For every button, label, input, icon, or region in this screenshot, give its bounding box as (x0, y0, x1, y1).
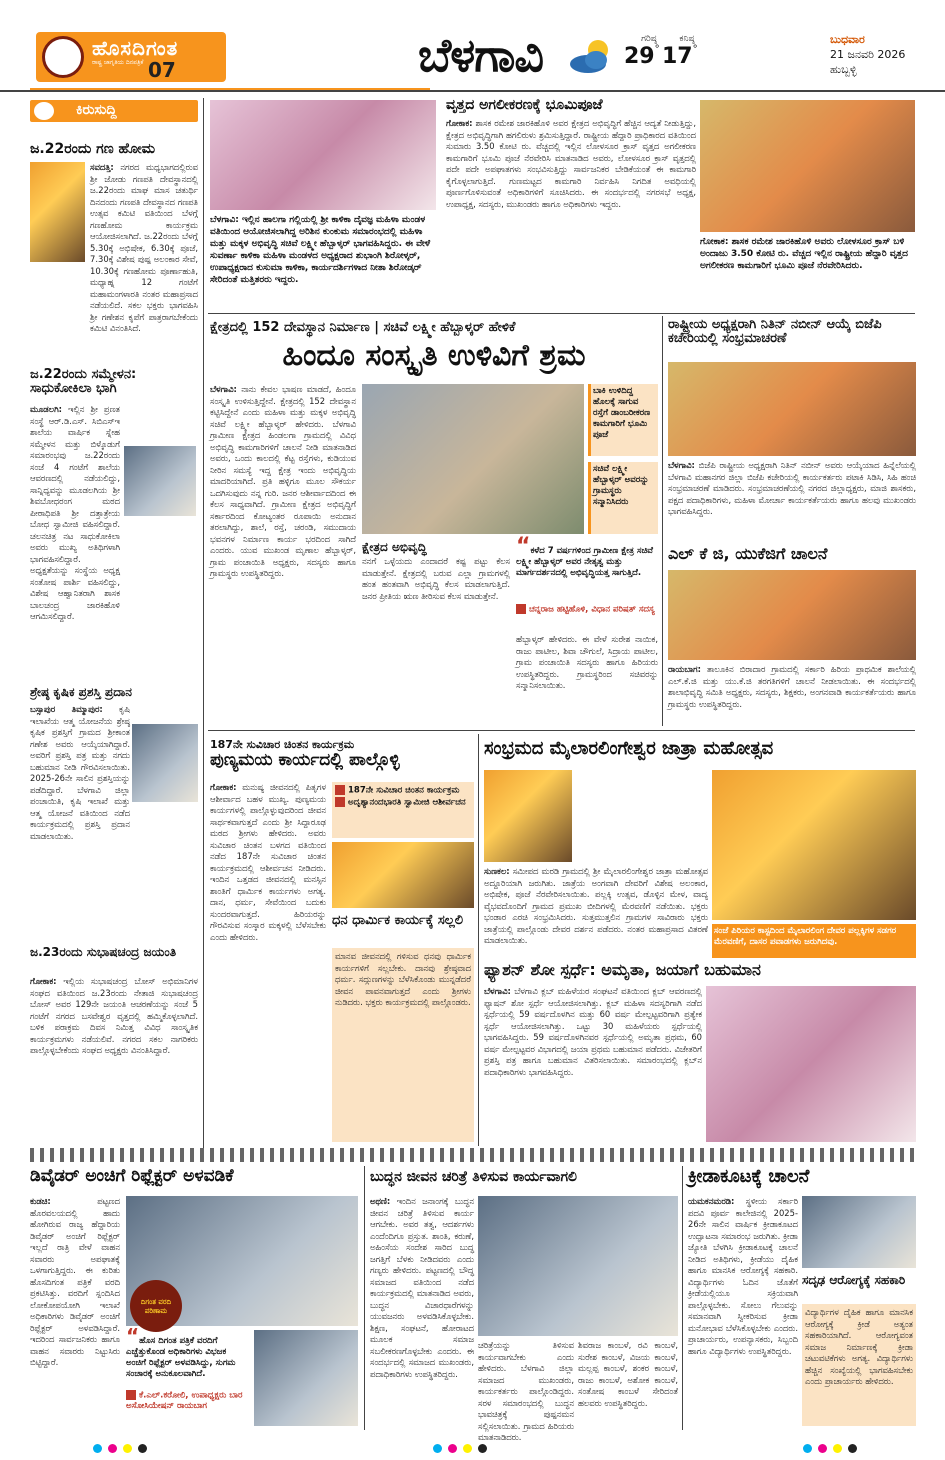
road-photo (700, 100, 915, 232)
kirusuddi-banner (30, 100, 198, 122)
paalgolli-headline: ಪುಣ್ಯಮಯ ಕಾರ್ಯದಲ್ಲಿ ಪಾಲ್ಗೊಳ್ಳಿ (210, 750, 400, 770)
impact-stamp: ದಿಗಂತ ವರದಿ ಪರಿಣಾಮ (130, 1280, 182, 1332)
sports-headline: ಕ್ರೀಡಾಕೂಟಕ್ಕೆ ಚಾಲನೆ (688, 1166, 810, 1187)
sports-box-text: ವಿದ್ಯಾರ್ಥಿಗಳ ದೈಹಿಕ ಹಾಗೂ ಮಾನಸಿಕ ಆರೋಗ್ಯಕ್ಕೆ ಕ್ರೀಡೆ ಅತ್ಯಂತ ಸಹಕಾರಿಯಾಗಿದೆ. ಆರೋಗ್ಯವಂತ ಸಮಾಜ ನಿರ್ಮಾಣಕ್ಕೆ ಕ್ರೀಡಾ ಚಟುವಟಿಕೆಗಳು ಅಗತ್ಯ. ವಿದ್ಯಾರ್ಥಿಗಳು ಹೆಚ್ಚಿನ ಸಂಖ್ಯೆಯಲ್ಲಿ ಭಾಗವಹಿಸಬೇಕು ಎಂದು ಪ್ರಾಚಾರ್ಯರು ಹೇಳಿದರು. (802, 1304, 916, 1426)
buddha-headline: ಬುದ್ಧನ ಜೀವನ ಚರಿತ್ರೆ ತಿಳಿಸುವ ಕಾರ್ಯವಾಗಲಿ (370, 1169, 577, 1185)
brief-4-dateline: ಗೋಕಾಕ: (30, 976, 57, 986)
main-col3: ಹೆಬ್ಬಾಳ್ಕರ್ ಹೇಳಿದರು. ಈ ವೇಳೆ ಸುರೇಶ ನಾಯಿಕ, ರಾಜು ಪಾಟೀಲ, ಶಿವಾ ಚೌಗುಲೆ, ಸಿದ್ರಾಯ ಪಾಟೀಲ, ಗ್ರಾಮ ಪಂಚಾಯಿತಿ ಸದಸ್ಯರು ಹಾಗೂ ಹಿರಿಯರು ಉಪಸ್ಥಿತರಿದ್ದರು. ಗ್ರಾಮಸ್ಥರಿಂದ ಸಚಿವರನ್ನು ಸನ್ಮಾನಿಸಲಾಯಿತು. (516, 634, 658, 690)
lkg-photo (668, 570, 916, 660)
square-bullet-icon (516, 604, 526, 614)
section-rule (208, 730, 915, 731)
road-headline: ವೃತ್ತದ ಅಗಲೀಕರಣಕ್ಕೆ ಭೂಮಿಪೂಜೆ (446, 97, 603, 113)
fashion-body: ಬೆಳಗಾವಿ ಕ್ಲಬ್ ಮಹಿಳೆಯರ ಸಂಘಟನೆ ವತಿಯಿಂದ ಕ್ಲಬ್ ಆವರಣದಲ್ಲಿ ಫ್ಯಾಷನ್ ಶೋ ಸ್ಪರ್ಧೆ ಆಯೋಜಿಸಲಾಗಿತ್ತು. ಕ್ಲಬ್ ಮಹಿಳಾ ಸದಸ್ಯರಿಗಾಗಿ ನಡೆದ ಸ್ಪರ್ಧೆಯಲ್ಲಿ 59 ವರ್ಷದೊಳಗಿನ ಮತ್ತು 60 ವರ್ಷ ಮೇಲ್ಪಟ್ಟವರಿಗಾಗಿ ಪ್ರತ್ಯೇಕ ಸ್ಪರ್ಧೆ ಆಯೋಜಿಸಲಾಗಿತ್ತು. ಒಟ್ಟು 30 ಮಹಿಳೆಯರು ಸ್ಪರ್ಧೆಯಲ್ಲಿ ಭಾಗವಹಿಸಿದ್ದರು. 59 ವರ್ಷದೊಳಗಿನವರ ಸ್ಪರ್ಧೆಯಲ್ಲಿ ಅಮೃತಾ ಪ್ರಥಮ, 60 ವರ್ಷ ಮೇಲ್ಪಟ್ಟವರ ವಿಭಾಗದಲ್ಲಿ ಜಯಾ ಪ್ರಥಮ ಬಹುಮಾನ ಪಡೆದರು. ವಿಜೇತರಿಗೆ ಪ್ರಶಸ್ತಿ ಪತ್ರ ಹಾಗೂ ಬಹುಮಾನ ವಿತರಿಸಲಾಯಿತು. ಸಮಾರಂಭದಲ್ಲಿ ಕ್ಲಬ್‌ನ ಪದಾಧಿಕಾರಿಗಳು ಭಾಗವಹಿಸಿದ್ದರು. (484, 986, 702, 1077)
degree-symbol: ° (692, 44, 698, 55)
bjp-dateline: ಬೆಳಗಾವಿ: (668, 460, 695, 470)
brief-2-text (30, 404, 120, 621)
divider-note (126, 1324, 248, 1386)
divider-text (30, 1196, 120, 1426)
main-quote-author: ಚನ್ನರಾಜ ಹಟ್ಟಿಹೊಳಿ, ವಿಧಾನ ಪರಿಷತ್ ಸದಸ್ಯ (529, 604, 655, 615)
weekday: ಬುಧವಾರ (830, 33, 865, 46)
brief-3-headline: ಶ್ರೇಷ್ಠ ಕೃಷಿಕ ಪ್ರಶಸ್ತಿ ಪ್ರದಾನ (30, 685, 132, 699)
column-rule (364, 1166, 365, 1430)
brief-1-text (90, 162, 198, 333)
bjp-photo (668, 362, 916, 456)
paalgolli-photo (332, 842, 474, 908)
main-headline: ಹಿಂದೂ ಸಂಸ್ಕೃತಿ ಉಳಿವಿಗೆ ಶ್ರಮ (282, 338, 586, 373)
divider-body: ಪಟ್ಟಣದ ಹೊರವಲಯದಲ್ಲಿ ಹಾದು ಹೋಗಿರುವ ರಾಜ್ಯ ಹೆದ್ದಾರಿಯ ಡಿವೈಡರ್ ಅಂಚಿಗೆ ರಿಫ್ಲೆಕ್ಟರ್ ಇಲ್ಲದೆ ರಾತ್ರಿ ವೇಳೆ ವಾಹನ ಸವಾರರು ಅಪಘಾತಕ್ಕೆ ಒಳಗಾಗುತ್ತಿದ್ದರು. ಈ ಕುರಿತು ಹೊಸದಿಗಂತ ಪತ್ರಿಕೆ ವರದಿ ಪ್ರಕಟಿಸಿತ್ತು. ವರದಿಗೆ ಸ್ಪಂದಿಸಿದ ಲೋಕೋಪಯೋಗಿ ಇಲಾಖೆ ಅಧಿಕಾರಿಗಳು ಡಿವೈಡರ್ ಅಂಚಿಗೆ ರಿಫ್ಲೆಕ್ಟರ್ ಅಳವಡಿಸಿದ್ದಾರೆ. ಇದರಿಂದ ಸಾರ್ವಜನಿಕರು ಹಾಗೂ ವಾಹನ ಸವಾರರು ನಿಟ್ಟುಸಿರು ಬಿಟ್ಟಿದ್ದಾರೆ. (30, 1196, 120, 1367)
divider-note-by (126, 1390, 248, 1411)
lkg-text (668, 664, 916, 724)
column-rule (203, 98, 204, 1148)
brief-3-body: ಕೃಷಿ ಇಲಾಖೆಯ ಆತ್ಮ ಯೋಜನೆಯ ಶ್ರೇಷ್ಠ ಕೃಷಿಕ ಪ್ರಶಸ್ತಿಗೆ ಗ್ರಾಮದ ಶ್ರೀಕಾಂತ ಗಣೇಶ ಅವರು ಆಯ್ಕೆಯಾಗಿದ್ದಾರೆ. ಅವರಿಗೆ ಪ್ರಶಸ್ತಿ ಪತ್ರ ಮತ್ತು ನಗದು ಬಹುಮಾನ ನೀಡಿ ಗೌರವಿಸಲಾಯಿತು. 2025-26ನೇ ಸಾಲಿನ ಪ್ರಶಸ್ತಿಯನ್ನು ಪಡೆದಿದ್ದಾರೆ. ಬೆಳಗಾವಿ ಜಿಲ್ಲಾ ಪಂಚಾಯಿತಿ, ಕೃಷಿ ಇಲಾಖೆ ಮತ್ತು ಆತ್ಮ ಯೋಜನೆ ವತಿಯಿಂದ ನಡೆದ ಕಾರ್ಯಕ್ರಮದಲ್ಲಿ ಪ್ರಶಸ್ತಿ ಪ್ರದಾನ ಮಾಡಲಾಯಿತು. (30, 704, 130, 841)
paalgolli-point-2-text: ಅದೃಶ್ಯಾನಂದಭಾರತಿ ಸ್ವಾಮೀಜಿ ಆಶೀರ್ವಚನ (348, 797, 466, 807)
paalgolli-side-text: ಮಾನವ ಜೀವನದಲ್ಲಿ ಗಳಿಸುವ ಧನವು ಧಾರ್ಮಿಕ ಕಾರ್ಯಗಳಿಗೆ ಸಲ್ಲಬೇಕು. ದಾನವು ಶ್ರೇಷ್ಠವಾದ ಧರ್ಮ. ಸದ್ಗುಣಗಳನ್ನು ಬೆಳೆಸಿಕೊಂಡು ಮುನ್ನಡೆದರೆ ಜೀವನ ಪಾವನವಾಗುತ್ತದೆ ಎಂದು ಶ್ರೀಗಳು ನುಡಿದರು. ಭಕ್ತರು ಕಾರ್ಯಕ್ರಮದಲ್ಲಿ ಪಾಲ್ಗೊಂಡರು. (332, 948, 474, 1142)
sports-box-headline: ಸದೃಢ ಆರೋಗ್ಯಕ್ಕೆ ಸಹಕಾರಿ (802, 1273, 906, 1287)
sports-body: ಸ್ಥಳೀಯ ಸರ್ಕಾರಿ ಪದವಿ ಪೂರ್ವ ಕಾಲೇಜಿನಲ್ಲಿ 2025-26ನೇ ಸಾಲಿನ ವಾರ್ಷಿಕ ಕ್ರೀಡಾಕೂಟದ ಉದ್ಘಾಟನಾ ಸಮಾರಂಭ ಜರುಗಿತು. ಕ್ರೀಡಾ ಜ್ಯೋತಿ ಬೆಳಗಿಸಿ ಕ್ರೀಡಾಕೂಟಕ್ಕೆ ಚಾಲನೆ ನೀಡಿದ ಅತಿಥಿಗಳು, ಕ್ರೀಡೆಯು ದೈಹಿಕ ಹಾಗೂ ಮಾನಸಿಕ ಆರೋಗ್ಯಕ್ಕೆ ಸಹಕಾರಿ. ವಿದ್ಯಾರ್ಥಿಗಳು ಓದಿನ ಜೊತೆಗೆ ಕ್ರೀಡೆಯಲ್ಲಿಯೂ ಸಕ್ರಿಯವಾಗಿ ಪಾಲ್ಗೊಳ್ಳಬೇಕು. ಸೋಲು ಗೆಲುವನ್ನು ಸಮಾನವಾಗಿ ಸ್ವೀಕರಿಸುವ ಕ್ರೀಡಾ ಮನೋಭಾವ ಬೆಳೆಸಿಕೊಳ್ಳಬೇಕು ಎಂದರು. ಪ್ರಾಚಾರ್ಯರು, ಉಪನ್ಯಾಸಕರು, ಸಿಬ್ಬಂದಿ ಹಾಗೂ ವಿದ್ಯಾರ್ಥಿಗಳು ಉಪಸ್ಥಿತರಿದ್ದರು. (688, 1196, 798, 1356)
brief-2-portrait (124, 446, 196, 516)
main-box-2: ಸಚಿವೆ ಲಕ್ಷ್ಮೀ ಹೆಬ್ಬಾಳ್ಕರ್ ಅವರನ್ನು ಗ್ರಾಮಸ್ಥರು ಸನ್ಮಾನಿಸಿದರು (588, 462, 658, 534)
paalgolli-body: ಮನುಷ್ಯ ಜೀವನದಲ್ಲಿ ಪಿತೃಗಳ ಆಶೀರ್ವಾದ ಬಹಳ ಮುಖ್ಯ. ಪುಣ್ಯಮಯ ಕಾರ್ಯಗಳಲ್ಲಿ ಪಾಲ್ಗೊಳ್ಳುವುದರಿಂದ ಜೀವನ ಸಾರ್ಥಕವಾಗುತ್ತದೆ ಎಂದು ಶ್ರೀ ಸಿದ್ದಾರೂಢ ಮಠದ ಶ್ರೀಗಳು ಹೇಳಿದರು. ಅವರು ಸುವಿಚಾರ ಚಿಂತನ ಬಳಗದ ವತಿಯಿಂದ ನಡೆದ 187ನೇ ಸುವಿಚಾರ ಚಿಂತನ ಕಾರ್ಯಕ್ರಮದಲ್ಲಿ ಆಶೀರ್ವಚನ ನೀಡಿದರು. ಇಂದಿನ ಒತ್ತಡದ ಜೀವನದಲ್ಲಿ ಮನಸ್ಸಿನ ಶಾಂತಿಗೆ ಧಾರ್ಮಿಕ ಕಾರ್ಯಗಳು ಅಗತ್ಯ. ದಾನ, ಧರ್ಮ, ಸೇವೆಯಿಂದ ಬದುಕು ಸುಂದರವಾಗುತ್ತದೆ. ಹಿರಿಯರನ್ನು ಗೌರವಿಸುವ ಸಂಸ್ಕಾರ ಮಕ್ಕಳಲ್ಲಿ ಬೆಳೆಸಬೇಕು ಎಂದು ಹೇಳಿದರು. (210, 782, 326, 942)
paalgolli-side-headline: ಧನ ಧಾರ್ಮಿಕ ಕಾರ್ಯಕ್ಕೆ ಸಲ್ಲಲಿ (332, 913, 464, 928)
brand-tagline: ರಾಷ್ಟ್ರ ಜಾಗೃತಿಯ ದಿನಪತ್ರಿಕೆ (92, 59, 144, 66)
page-number: 07 (148, 58, 176, 82)
brief-2-dateline: ಮೂಡಲಗಿ: (30, 404, 62, 414)
main-quote-text: ಕಳೆದ 7 ವರ್ಷಗಳಿಂದ ಗ್ರಾಮೀಣ ಕ್ಷೇತ್ರ ಸಚಿವೆ ಲಕ್ಷ್ಮೀ ಹೆಬ್ಬಾಳ್ಕರ್ ಅವರ ನೇತೃತ್ವ ಮತ್ತು ಮಾರ್ಗದರ್ಶನದಲ್ಲಿ ಅಭಿವೃದ್ಧಿಯತ್ತ ಸಾಗುತ್ತಿದೆ. (516, 546, 653, 578)
section-rule (208, 313, 915, 314)
paalgolli-kicker: 187ನೇ ಸುವಿಚಾರ ಚಿಂತನ ಕಾರ್ಯಕ್ರಮ (210, 738, 355, 751)
weather-cloud-sun-icon (566, 36, 618, 76)
main-dateline: ಬೆಳಗಾವಿ: (210, 384, 237, 394)
buddha-body: ಇಂದಿನ ಜನಾಂಗಕ್ಕೆ ಬುದ್ಧನ ಜೀವನ ಚರಿತ್ರೆ ತಿಳಿಸುವ ಕಾರ್ಯ ಆಗಬೇಕು. ಅವರ ತತ್ವ, ಆದರ್ಶಗಳು ಎಂದೆಂದಿಗೂ ಪ್ರಸ್ತುತ. ಶಾಂತಿ, ಕರುಣೆ, ಅಹಿಂಸೆಯ ಸಂದೇಶ ಸಾರಿದ ಬುದ್ಧ ಜಗತ್ತಿಗೆ ಬೆಳಕು ನೀಡಿದವರು ಎಂದು ಗಣ್ಯರು ಹೇಳಿದರು. ಪಟ್ಟಣದಲ್ಲಿ ಬೌದ್ಧ ಸಮಾಜದ ವತಿಯಿಂದ ನಡೆದ ಕಾರ್ಯಕ್ರಮದಲ್ಲಿ ಮಾತನಾಡಿದ ಅವರು, ಬುದ್ಧನ ವಿಚಾರಧಾರೆಗಳನ್ನು ಯುವಜನರು ಅಳವಡಿಸಿಕೊಳ್ಳಬೇಕು. ಶಿಕ್ಷಣ, ಸಂಘಟನೆ, ಹೋರಾಟದ ಮೂಲಕ ಸಮಾಜ ಸಬಲೀಕರಣಗೊಳ್ಳಬೇಕು ಎಂದರು. ಈ ಸಂದರ್ಭದಲ್ಲಿ ಸಮಾಜದ ಮುಖಂಡರು, ಪದಾಧಿಕಾರಿಗಳು ಉಪಸ್ಥಿತರಿದ್ದರು. (370, 1196, 474, 1379)
quote-mark-icon: “ (126, 1324, 140, 1348)
divider-headline: ಡಿವೈಡರ್ ಅಂಚಿಗೆ ರಿಫ್ಲೆಕ್ಟರ್ ಅಳವಡಿಕೆ (30, 1166, 234, 1186)
main-quote-by (516, 604, 658, 615)
jatra-headline: ಸಂಭ್ರಮದ ಮೈಲಾರಲಿಂಗೇಶ್ವರ ಜಾತ್ರಾ ಮಹೋತ್ಸವ (484, 738, 774, 759)
divider-note-author: ಕೆ.ಎಲ್.ಕರೋಲಿ, ಉಪಾಧ್ಯಕ್ಷರು ಬಾರ ಅಸೋಸಿಯೇಷನ್ ರಾಯಬಾಗ (126, 1390, 243, 1411)
masthead (0, 0, 945, 92)
lkg-body: ತಾಲೂಕಿನ ಬಿರಾದಾರ ಗ್ರಾಮದಲ್ಲಿ ಸರ್ಕಾರಿ ಹಿರಿಯ ಪ್ರಾಥಮಿಕ ಶಾಲೆಯಲ್ಲಿ ಎಲ್.ಕೆ.ಜಿ ಮತ್ತು ಯು.ಕೆ.ಜಿ ತರಗತಿಗಳಿಗೆ ಚಾಲನೆ ನೀಡಲಾಯಿತು. ಈ ಸಂದರ್ಭದಲ್ಲಿ ಶಾಲಾಭಿವೃದ್ಧಿ ಸಮಿತಿ ಅಧ್ಯಕ್ಷರು, ಸದಸ್ಯರು, ಶಿಕ್ಷಕರು, ಅಂಗನವಾಡಿ ಕಾರ್ಯಕರ್ತೆಯರು ಹಾಗೂ ಗ್ರಾಮಸ್ಥರು ಉಪಸ್ಥಿತರಿದ್ದರು. (668, 664, 916, 709)
city-name: ಬೆಳಗಾವಿ (418, 28, 544, 82)
brief-3-text (30, 704, 130, 841)
jatra-idol-photo (484, 770, 572, 862)
main-quote (516, 534, 658, 602)
road-body: ಶಾಸಕ ರಮೇಶ ಜಾರಕಿಹೊಳಿ ಅವರ ಕ್ಷೇತ್ರದ ಅಭಿವೃದ್ಧಿಗೆ ಹೆಚ್ಚಿನ ಆದ್ಯತೆ ನೀಡುತ್ತಿದ್ದು, ಕ್ಷೇತ್ರದ ಅಭಿವೃದ್ಧಿಗಾಗಿ ಹಗಲಿರುಳು ಶ್ರಮಿಸುತ್ತಿದ್ದಾರೆ. ರಾಷ್ಟ್ರೀಯ ಹೆದ್ದಾರಿ ಪ್ರಾಧಿಕಾರದ ವತಿಯಿಂದ ಸುಮಾರು 3.50 ಕೋಟಿ ರು. ವೆಚ್ಚದಲ್ಲಿ ಇಲ್ಲಿನ ಲೋಳಸೂರ ಕ್ರಾಸ್ ವೃತ್ತದ ಅಗಲೀಕರಣ ಕಾಮಗಾರಿಗೆ ಭೂಮಿ ಪೂಜೆ ನೆರವೇರಿಸಿ ಮಾತನಾಡಿದ ಅವರು, ಲೋಳಸೂರ ಕ್ರಾಸ್ ವೃತ್ತದಲ್ಲಿ ಪದೇ ಪದೇ ಅಪಘಾತಗಳು ಸಂಭವಿಸುತ್ತಿದ್ದು ಸಾರ್ವಜನಿಕರ ಬೇಡಿಕೆಯಂತೆ ಈ ಕಾಮಗಾರಿ ಕೈಗೊಳ್ಳಲಾಗುತ್ತಿದೆ. ಗುಣಮಟ್ಟದ ಕಾಮಗಾರಿ ನಿರ್ವಹಿಸಿ ನಿಗದಿತ ಅವಧಿಯಲ್ಲಿ ಪೂರ್ಣಗೊಳಿಸುವಂತೆ ಅಧಿಕಾರಿಗಳಿಗೆ ಸೂಚಿಸಿದರು. ಈ ಸಂದರ್ಭದಲ್ಲಿ ನಗರಸಭೆ ಅಧ್ಯಕ್ಷ, ಉಪಾಧ್ಯಕ್ಷ, ಸದಸ್ಯರು, ಮುಖಂಡರು ಹಾಗೂ ಅಧಿಕಾರಿಗಳು ಇದ್ದರು. (446, 118, 696, 209)
paalgolli-points (332, 782, 474, 838)
main-text (210, 384, 356, 724)
brand-logo (36, 32, 226, 82)
issue-date: 21 ಜನವರಿ 2026 (830, 48, 906, 61)
main-photo (362, 384, 584, 534)
brief-3-portrait (132, 724, 198, 802)
sports-text (688, 1196, 798, 1426)
registration-dots-right (800, 1438, 860, 1457)
main-kicker: ಕ್ಷೇತ್ರದಲ್ಲಿ 152 ದೇವಸ್ಥಾನ ನಿರ್ಮಾಣ | ಸಚಿವೆ ಲಕ್ಷ್ಮೀ ಹೆಬ್ಬಾಳ್ಕರ್ ಹೇಳಿಕೆ (210, 320, 516, 335)
buddha-dateline: ಅಥಣಿ: (370, 1196, 391, 1206)
paalgolli-point-1-text: 187ನೇ ಸುವಿಚಾರ ಚಿಂತನ ಕಾರ್ಯಕ್ರಮ (348, 785, 460, 796)
fashion-photo (706, 986, 916, 1142)
square-bullet-icon (335, 785, 345, 795)
divider-dateline: ಕುಡಚಿ: (30, 1196, 51, 1206)
road-photo-caption: ಗೋಕಾಕ: ಶಾಸಕ ರಮೇಶ ಜಾರಕಿಹೊಳಿ ಅವರು ಲೋಳಸೂರ ಕ್ರಾಸ್ ಬಳಿ ಅಂದಾಜು 3.50 ಕೋಟಿ ರು. ವೆಚ್ಚದ ಇಲ್ಲಿನ ರಾಷ್ಟ್ರೀಯ ಹೆದ್ದಾರಿ ವೃತ್ತದ ಅಗಲೀಕರಣ ಕಾಮಗಾರಿಗೆ ಭೂಮಿ ಪೂಜೆ ನೆರವೇರಿಸಿದರು. (700, 237, 908, 271)
bjp-text (668, 460, 916, 534)
brief-2-headline: ಜ.22ರಂದು ಸಮ್ಮೇಳನ: ಸಾಧುಕೋಕಿಲಾ ಭಾಗಿ (30, 367, 137, 396)
buddha-col2: ಚರಿತ್ರೆಯನ್ನು ತಿಳಿಸುವ ಕಾರ್ಯವಾಗಬೇಕು ಎಂದು ಹೇಳಿದರು. ಬೆಳಗಾವಿ ಜಿಲ್ಲಾ ಸಮಾಜದ ಮುಖಂಡರು, ಕಾರ್ಯಕರ್ತರು ಪಾಲ್ಗೊಂಡಿದ್ದರು. ಸರಳ ಸಮಾರಂಭದಲ್ಲಿ ಬುದ್ಧನ ಭಾವಚಿತ್ರಕ್ಕೆ ಪುಷ್ಪನಮನ ಸಲ್ಲಿಸಲಾಯಿತು. ಗ್ರಾಮದ ಹಿರಿಯರು ಮಾತನಾಡಿದರು. (478, 1340, 574, 1442)
lkg-dateline: ರಾಯಬಾಗ: (668, 664, 701, 674)
bjp-body: ಬಿಜೆಪಿ ರಾಷ್ಟ್ರೀಯ ಅಧ್ಯಕ್ಷರಾಗಿ ನಿತಿನ್ ನಬೀನ್ ಅವರು ಆಯ್ಕೆಯಾದ ಹಿನ್ನೆಲೆಯಲ್ಲಿ ಬೆಳಗಾವಿ ಮಹಾನಗರ ಜಿಲ್ಲಾ ಬಿಜೆಪಿ ಕಚೇರಿಯಲ್ಲಿ ಕಾರ್ಯಕರ್ತರು ಪಟಾಕಿ ಸಿಡಿಸಿ, ಸಿಹಿ ಹಂಚಿ ಸಂಭ್ರಮಾಚರಣೆ ಮಾಡಿದರು. ಸಂಭ್ರಮಾಚರಣೆಯಲ್ಲಿ ನಗರದ ಜಿಲ್ಲಾಧ್ಯಕ್ಷರು, ಮಾಜಿ ಶಾಸಕರು, ಪಕ್ಷದ ಪದಾಧಿಕಾರಿಗಳು, ಮಹಿಳಾ ಮೋರ್ಚಾ ಕಾರ್ಯಕರ್ತೆಯರು ಹಾಗೂ ಹಲವು ಮುಖಂಡರು ಭಾಗವಹಿಸಿದ್ದರು. (668, 460, 916, 516)
min-temp-value: 17 (662, 44, 693, 69)
fashion-text (484, 986, 702, 1142)
newspaper-clipping (254, 1330, 358, 1426)
main-subtext: ನನಗೆ ಒಳ್ಳೆಯದು ಎಂದಾದರೆ ಕಷ್ಟ ಪಟ್ಟು ಕೆಲಸ ಮಾಡುತ್ತೇನೆ. ಕ್ಷೇತ್ರದಲ್ಲಿ ಬರುವ ಎಲ್ಲಾ ಗ್ರಾಮಗಳಲ್ಲಿ ಹಂತ ಹಂತವಾಗಿ ಅಭಿವೃದ್ಧಿ ಕೆಲಸ ಮಾಡಲಾಗುತ್ತಿದೆ. ಜನರ ಪ್ರೀತಿಯ ಋಣ ತೀರಿಸುವ ಕೆಲಸ ಮಾಡುತ್ತೇನೆ. (362, 556, 510, 601)
jatra-caption: ಸಂಜೆ ಪಿರಿಯರ ಕಾಸ್ಟದಿಂದ ಮೈಲಾರಲಿಂಗ ದೇವರ ಪಲ್ಲಕ್ಕಿಗಳ ಸಡಗರ ಮೆರವಣಿಗೆ, ದಾಸರ ಪವಾಡಗಳು ಜರುಗಿದವು. (712, 924, 916, 958)
registration-dots-left (90, 1438, 150, 1457)
jatra-text (484, 866, 708, 954)
kirusuddi-title: ಕಿರುಸುದ್ದಿ (76, 102, 117, 118)
column-rule (478, 734, 479, 1146)
road-text (446, 118, 696, 312)
edition-place: ಹುಬ್ಬಳ್ಳಿ (830, 63, 857, 76)
top-photo-caption: ಬೆಳಗಾವಿ: ಇಲ್ಲಿನ ಹಾಲಗಾ ಗಲ್ಲಿಯಲ್ಲಿ ಶ್ರೀ ಕಾಳಿಕಾ ದೈವಜ್ಞ ಮಹಿಳಾ ಮಂಡಳ ವತಿಯಿಂದ ಆಯೋಜಿಸಲಾಗಿದ್ದ ಅರಿಶಿನ ಕುಂಕುಮ ಸಮಾರಂಭದಲ್ಲಿ ಮಹಿಳಾ ಮತ್ತು ಮಕ್ಕಳ ಅಭಿವೃದ್ಧಿ ಸಚಿವೆ ಲಕ್ಷ್ಮೀ ಹೆಬ್ಬಾಳ್ಕರ್ ಭಾಗವಹಿಸಿದ್ದರು. ಈ ವೇಳೆ ಸುವರ್ಣಾ ಕಾಳಿಕಾ ಮಹಿಳಾ ಮಂಡಳದ ಅಧ್ಯಕ್ಷರಾದ ಶುಭಾಂಗಿ ಶಿರೋಳ್ಕರ್, ಉಪಾಧ್ಯಕ್ಷರಾದ ಕುಸುಮಾ ಕಾಳಿಕಾ, ಕಾರ್ಯದರ್ಶಿಗಳಾದ ನೀತಾ ಶಿರೋಡ್ಕರ್ ಸೇರಿದಂತೆ ಮತ್ತಿತರರು ಇದ್ದರು. (210, 215, 431, 285)
sports-photo (802, 1196, 916, 1268)
brief-1-photo (30, 162, 85, 262)
column-rule (682, 1166, 683, 1430)
main-subhead: ಕ್ಷೇತ್ರದ ಅಭಿವೃದ್ಧಿ (362, 540, 427, 554)
lamp-icon (42, 36, 84, 78)
jatra-body: ಸಮೀಪದ ಮರಡಿ ಗ್ರಾಮದಲ್ಲಿ ಶ್ರೀ ಮೈಲಾರಲಿಂಗೇಶ್ವರ ಜಾತ್ರಾ ಮಹೋತ್ಸವ ಅದ್ದೂರಿಯಾಗಿ ಜರುಗಿತು. ಜಾತ್ರೆಯ ಅಂಗವಾಗಿ ದೇವರಿಗೆ ವಿಶೇಷ ಅಲಂಕಾರ, ಅಭಿಷೇಕ, ಪೂಜೆ ನೆರವೇರಿಸಲಾಯಿತು. ಪಲ್ಲಕ್ಕಿ ಉತ್ಸವ, ಡೊಳ್ಳಿನ ಮೇಳ, ವಾದ್ಯ ವೈಭವದೊಂದಿಗೆ ಗ್ರಾಮದ ಪ್ರಮುಖ ಬೀದಿಗಳಲ್ಲಿ ಮೆರವಣಿಗೆ ನಡೆಯಿತು. ಭಕ್ತರು ಭಂಡಾರ ಎರಚಿ ಸಂಭ್ರಮಿಸಿದರು. ಸುತ್ತಮುತ್ತಲಿನ ಗ್ರಾಮಗಳ ಸಾವಿರಾರು ಭಕ್ತರು ಜಾತ್ರೆಯಲ್ಲಿ ಪಾಲ್ಗೊಂಡು ದೇವರ ದರ್ಶನ ಪಡೆದರು. ನಂತರ ಮಹಾಪ್ರಸಾದ ವಿತರಣೆ ಮಾಡಲಾಯಿತು. (484, 866, 708, 945)
brief-1-headline: ಜ.22ರಂದು ಗಣ ಹೋಮ (30, 141, 156, 157)
buddha-photo (478, 1196, 678, 1336)
paalgolli-dateline: ಗೋಕಾಕ: (210, 782, 237, 792)
paalgolli-point-1 (335, 785, 471, 797)
quote-mark-icon: “ (516, 534, 531, 559)
section-separator (30, 1148, 916, 1162)
bjp-headline: ರಾಷ್ಟ್ರೀಯ ಅಧ್ಯಕ್ಷರಾಗಿ ನಿತಿನ್ ನಬೀನ್ ಆಯ್ಕೆ ಬಿಜೆಪಿ ಕಚೇರಿಯಲ್ಲಿ ಸಂಭ್ರಮಾಚರಣೆ (668, 317, 882, 346)
road-dateline: ಗೋಕಾಕ: (446, 118, 473, 128)
jatra-dateline: ಸುಣಕಲ: (484, 866, 510, 876)
brief-2-body: ಇಲ್ಲಿನ ಶ್ರೀ ಪ್ರಣತ ಸಂಸ್ಥೆ ಆರ್.ಡಿ.ಎಸ್. ಸಿಬಿಎಸ್‌ಇ ಶಾಲೆಯ ವಾರ್ಷಿಕ ಸ್ನೇಹ ಸಮ್ಮೇಳನ ಮತ್ತು ಬಿಳ್ಕೊಡುಗೆ ಸಮಾರಂಭವು ಜ.22ರಂದು ಸಂಜೆ 4 ಗಂಟೆಗೆ ಶಾಲೆಯ ಆವರಣದಲ್ಲಿ ನಡೆಯಲಿದ್ದು, ಸಾನ್ನಿಧ್ಯವನ್ನು ಮೂಡಲಗಿಯ ಶ್ರೀ ಶಿವಬೋಧರಂಗ ಮಠದ ಪೀಠಾಧಿಪತಿ ಶ್ರೀ ದತ್ತಾತ್ರೇಯ ಬೋಧ ಸ್ವಾಮೀಜಿ ವಹಿಸಲಿದ್ದಾರೆ. ಚಲನಚಿತ್ರ ನಟ ಸಾಧುಕೋಕಿಲಾ ಅವರು ಮುಖ್ಯ ಅತಿಥಿಗಳಾಗಿ ಭಾಗವಹಿಸಲಿದ್ದಾರೆ. ಅಧ್ಯಕ್ಷತೆಯನ್ನು ಸಂಸ್ಥೆಯ ಅಧ್ಯಕ್ಷ ಸಂತೋಷ ಪಾರ್ಶಿ ವಹಿಸಲಿದ್ದು, ವಿಶೇಷ ಆಹ್ವಾನಿತರಾಗಿ ಶಾಸಕ ಬಾಲಚಂದ್ರ ಜಾರಕಿಹೊಳಿ ಆಗಮಿಸಲಿದ್ದಾರೆ. (30, 404, 120, 621)
min-temp (662, 34, 712, 69)
square-bullet-icon (335, 797, 345, 807)
top-photo (210, 100, 436, 210)
brand-name: ಹೊಸದಿಗಂತ (92, 36, 179, 60)
main-box-1: ಬಾಕಿ ಉಳಿದಿದ್ದ ಹೊಲಕ್ಕೆ ಸಾಗುವ ರಸ್ತೆಗೆ ಡಾಂಬರೀಕರಣ ಕಾಮಗಾರಿಗೆ ಭೂಮಿ ಪೂಜೆ (588, 384, 658, 456)
degree-symbol: ° (654, 44, 660, 55)
fashion-dateline: ಬೆಳಗಾವಿ: (484, 986, 511, 996)
brief-3-dateline: ಬಸ್ಸಾಪುರ ತಿಮ್ಮಾಪುರ: (30, 704, 103, 714)
buddha-col3: ಶಿವರಾಜ ಕಾಂಬಳೆ, ರವಿ ಕಾಂಬಳೆ, ಸುರೇಶ ಕಾಂಬಳೆ, ವಿಜಯ ಕಾಂಬಳೆ, ಮಲ್ಲಪ್ಪ ಕಾಂಬಳೆ, ಶಂಕರ ಕಾಂಬಳೆ, ರಾಜು ಕಾಂಬಳೆ, ಅಶೋಕ ಕಾಂಬಳೆ, ಸಂತೋಷ ಕಾಂಬಳೆ ಸೇರಿದಂತೆ ಹಲವರು ಉಪಸ್ಥಿತರಿದ್ದರು. (578, 1340, 678, 1408)
sports-dateline: ಯಮಕನಮರಡಿ: (688, 1196, 735, 1206)
max-temp-value: 29 (624, 44, 655, 69)
min-temp-label: ಕನಿಷ್ಠ (679, 34, 695, 44)
brief-1-body: ನಗರದ ಮಧ್ಯಭಾಗದಲ್ಲಿರುವ ಶ್ರೀ ಜೋಡು ಗಣಪತಿ ದೇವಸ್ಥಾನದಲ್ಲಿ ಜ.22ರಂದು ಮಾಘ ಮಾಸ ಚತುರ್ಥಿ ದಿನದಂದು ಗಣಪತಿ ದೇವಸ್ಥಾನದ ಗಣಪತಿ ಉತ್ಸವ ಕಮಿಟಿ ವತಿಯಿಂದ ಬೆಳಗ್ಗೆ ಗಣಹೋಮ ಕಾರ್ಯಕ್ರಮ ಆಯೋಜಿಸಲಾಗಿದೆ. ಜ.22ರಂದು ಬೆಳಗ್ಗೆ 5.30ಕ್ಕೆ ಅಭಿಷೇಕ, 6.30ಕ್ಕೆ ಪೂಜೆ, 7.30ಕ್ಕೆ ವಿಶೇಷ ಪುಷ್ಪ ಅಲಂಕಾರ ಸೇವೆ, 10.30ಕ್ಕೆ ಗಣಹೋಮ ಪೂರ್ಣಾಹುತಿ, ಮಧ್ಯಾಹ್ನ 12 ಗಂಟೆಗೆ ಮಹಾಮಂಗಳಾರತಿ ನಂತರ ಮಹಾಪ್ರಸಾದ ನಡೆಯಲಿದೆ. ಸಕಲ ಭಕ್ತರು ಭಾಗವಹಿಸಿ ಶ್ರೀ ಗಣೇಶನ ಕೃಪೆಗೆ ಪಾತ್ರರಾಗಬೇಕೆಂದು ಕಮಿಟಿ ವಿನಂತಿಸಿದೆ. (90, 162, 198, 333)
megaphone-icon (34, 102, 54, 120)
paalgolli-point-2 (335, 797, 471, 809)
brief-4-text (30, 976, 198, 1116)
main-body: ನಾನು ಕೇವಲ ಭಾಷಣ ಮಾಡದೆ, ಹಿಂದೂ ಸಂಸ್ಕೃತಿ ಉಳಿಸುತ್ತಿದ್ದೇನೆ. ಕ್ಷೇತ್ರದಲ್ಲಿ 152 ದೇವಸ್ಥಾನ ಕಟ್ಟಿಸಿದ್ದೇನೆ ಎಂದು ಮಹಿಳಾ ಮತ್ತು ಮಕ್ಕಳ ಅಭಿವೃದ್ಧಿ ಸಚಿವೆ ಲಕ್ಷ್ಮೀ ಹೆಬ್ಬಾಳ್ಕರ್ ಹೇಳಿದರು. ಬೆಳಗಾವಿ ಗ್ರಾಮೀಣ ಕ್ಷೇತ್ರದ ಹಿಂಡಲಗಾ ಗ್ರಾಮದಲ್ಲಿ ವಿವಿಧ ಅಭಿವೃದ್ಧಿ ಕಾಮಗಾರಿಗಳಿಗೆ ಚಾಲನೆ ನೀಡಿ ಮಾತನಾಡಿದ ಅವರು, ಒಂದು ಕಾಲದಲ್ಲಿ ಕೆಟ್ಟ ರಸ್ತೆಗಳು, ಕುಡಿಯುವ ನೀರಿನ ಸಮಸ್ಯೆ ಇದ್ದ ಕ್ಷೇತ್ರ ಇಂದು ಅಭಿವೃದ್ಧಿಯ ಮಾದರಿಯಾಗಿದೆ. ಪ್ರತಿ ಹಳ್ಳಿಗೂ ಮೂಲ ಸೌಕರ್ಯ ಒದಗಿಸುವುದು ನನ್ನ ಗುರಿ. ಜನರ ಆಶೀರ್ವಾದದಿಂದ ಈ ಕೆಲಸ ಸಾಧ್ಯವಾಗಿದೆ. ಗ್ರಾಮೀಣ ಕ್ಷೇತ್ರದ ಅಭಿವೃದ್ಧಿಗೆ ಸರ್ಕಾರದಿಂದ ಕೋಟ್ಯಂತರ ರೂಪಾಯಿ ಅನುದಾನ ತರಲಾಗಿದ್ದು, ಶಾಲೆ, ರಸ್ತೆ, ಚರಂಡಿ, ಸಮುದಾಯ ಭವನಗಳ ನಿರ್ಮಾಣ ಕಾರ್ಯ ಭರದಿಂದ ಸಾಗಿದೆ ಎಂದರು. ಯುವ ಮುಖಂಡ ಮೃಣಾಲ ಹೆಬ್ಬಾಳ್ಕರ್, ಗ್ರಾಮ ಪಂಚಾಯಿತಿ ಅಧ್ಯಕ್ಷರು, ಸದಸ್ಯರು ಹಾಗೂ ಗ್ರಾಮಸ್ಥರು ಉಪಸ್ಥಿತರಿದ್ದರು. (210, 384, 356, 578)
registration-dots-center (430, 1438, 490, 1457)
paalgolli-text (210, 782, 326, 1142)
fashion-headline: ಫ್ಯಾಶನ್ ಶೋ ಸ್ಪರ್ಧೆ: ಅಮೃತಾ, ಜಯಾಗೆ ಬಹುಮಾನ (484, 960, 761, 979)
brief-4-body: ಇಲ್ಲಿಯ ಸುಭಾಷಚಂದ್ರ ಬೋಸ್ ಅಭಿಮಾನಿಗಳ ಸಂಘದ ವತಿಯಿಂದ ಜ.23ರಂದು ನೇತಾಜಿ ಸುಭಾಷಚಂದ್ರ ಬೋಸ್ ಅವರ 129ನೇ ಜಯಂತಿ ಆಚರಣೆಯನ್ನು ಸಂಜೆ 5 ಗಂಟೆಗೆ ನಗರದ ಬಸವೇಶ್ವರ ವೃತ್ತದಲ್ಲಿ ಹಮ್ಮಿಕೊಳ್ಳಲಾಗಿದೆ. ಬಳಿಕ ಪರಾಕ್ರಮ ದಿವಸ ನಿಮಿತ್ತ ವಿವಿಧ ಸಾಂಸ್ಕೃತಿಕ ಕಾರ್ಯಕ್ರಮಗಳು ನಡೆಯಲಿವೆ. ನಗರದ ಸಕಲ ನಾಗರಿಕರು ಪಾಲ್ಗೊಳ್ಳಬೇಕೆಂದು ಸಂಘದ ಅಧ್ಯಕ್ಷರು ವಿನಂತಿಸಿದ್ದಾರೆ. (30, 976, 198, 1055)
divider-note-text: ಹೊಸ ದಿಗಂತ ಪತ್ರಿಕೆ ವರದಿಗೆ ಎಚ್ಚೆತ್ತುಕೊಂಡ ಅಧಿಕಾರಿಗಳು ವಿಭಜಕ ಅಂಚಿಗೆ ರಿಫ್ಲೆಕ್ಟರ್ ಅಳವಡಿಸಿದ್ದು, ಸುಗಮ ಸಂಚಾರಕ್ಕೆ ಅನುಕೂಲವಾಗಿದೆ. (126, 1336, 236, 1379)
column-rule (662, 316, 663, 726)
jatra-procession-photo (712, 770, 916, 920)
max-temp-label: ಗರಿಷ್ಠ (641, 34, 657, 44)
lkg-headline: ಎಲ್ ಕೆ ಜಿ, ಯುಕೆಜಿಗೆ ಚಾಲನೆ (668, 544, 828, 563)
brief-1-dateline: ಸವದತ್ತಿ: (90, 162, 114, 172)
brief-4-headline: ಜ.23ರಂದು ಸುಭಾಷಚಂದ್ರ ಜಯಂತಿ (30, 945, 177, 959)
square-bullet-icon (126, 1390, 136, 1400)
date-block (830, 32, 945, 77)
buddha-text (370, 1196, 474, 1426)
header-rule (30, 88, 430, 90)
